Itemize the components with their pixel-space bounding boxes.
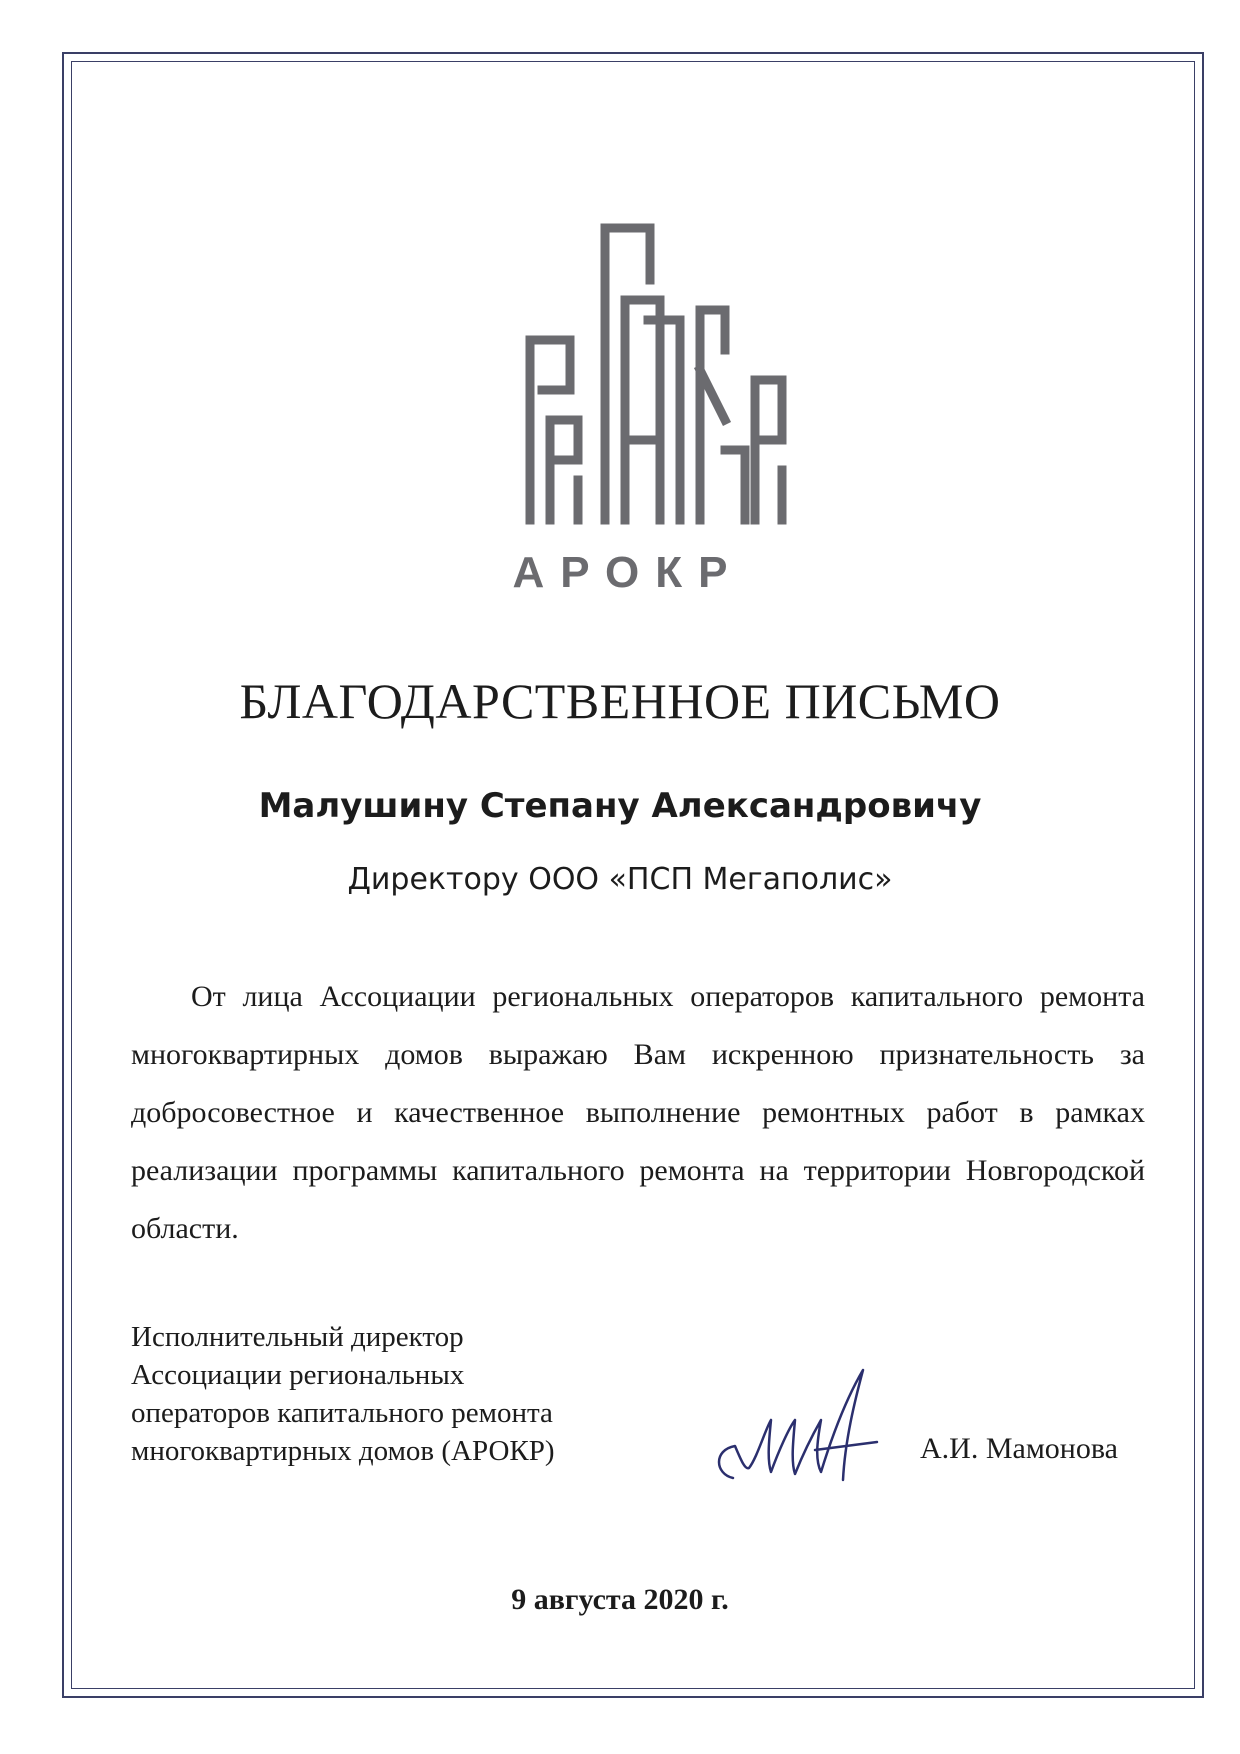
signer-title-line: Ассоциации региональных bbox=[131, 1359, 465, 1391]
signer-title-line: Исполнительный директор bbox=[131, 1321, 464, 1353]
document-title: БЛАГОДАРСТВЕННОЕ ПИСЬМО bbox=[239, 673, 1001, 729]
recipient-name: Малушину Степану Александровичу bbox=[258, 786, 982, 826]
handwritten-signature-icon bbox=[705, 1350, 885, 1500]
recipient-position: Директору ООО «ПСП Мегаполис» bbox=[347, 862, 893, 897]
signer-title bbox=[131, 1318, 555, 1470]
signer-title-line: многоквартирных домов (АРОКР) bbox=[131, 1435, 555, 1467]
letter-body: От лица Ассоциации региональных операторов капитального ремонта многоквартирных домов выражаю Вам искренною признательность за добросовестное и качественное выполнение ремонтных работ в рамках реализации программы капитального ремонта на территории Новгородской области. bbox=[131, 980, 1145, 1245]
document-date: 9 августа 2020 г. bbox=[511, 1583, 729, 1616]
arokr-logo-icon bbox=[520, 220, 790, 540]
signer-title-line: операторов капитального ремонта bbox=[131, 1397, 553, 1429]
signer-name: А.И. Мамонова bbox=[920, 1432, 1118, 1465]
logo-text: АРОКР bbox=[512, 548, 744, 597]
